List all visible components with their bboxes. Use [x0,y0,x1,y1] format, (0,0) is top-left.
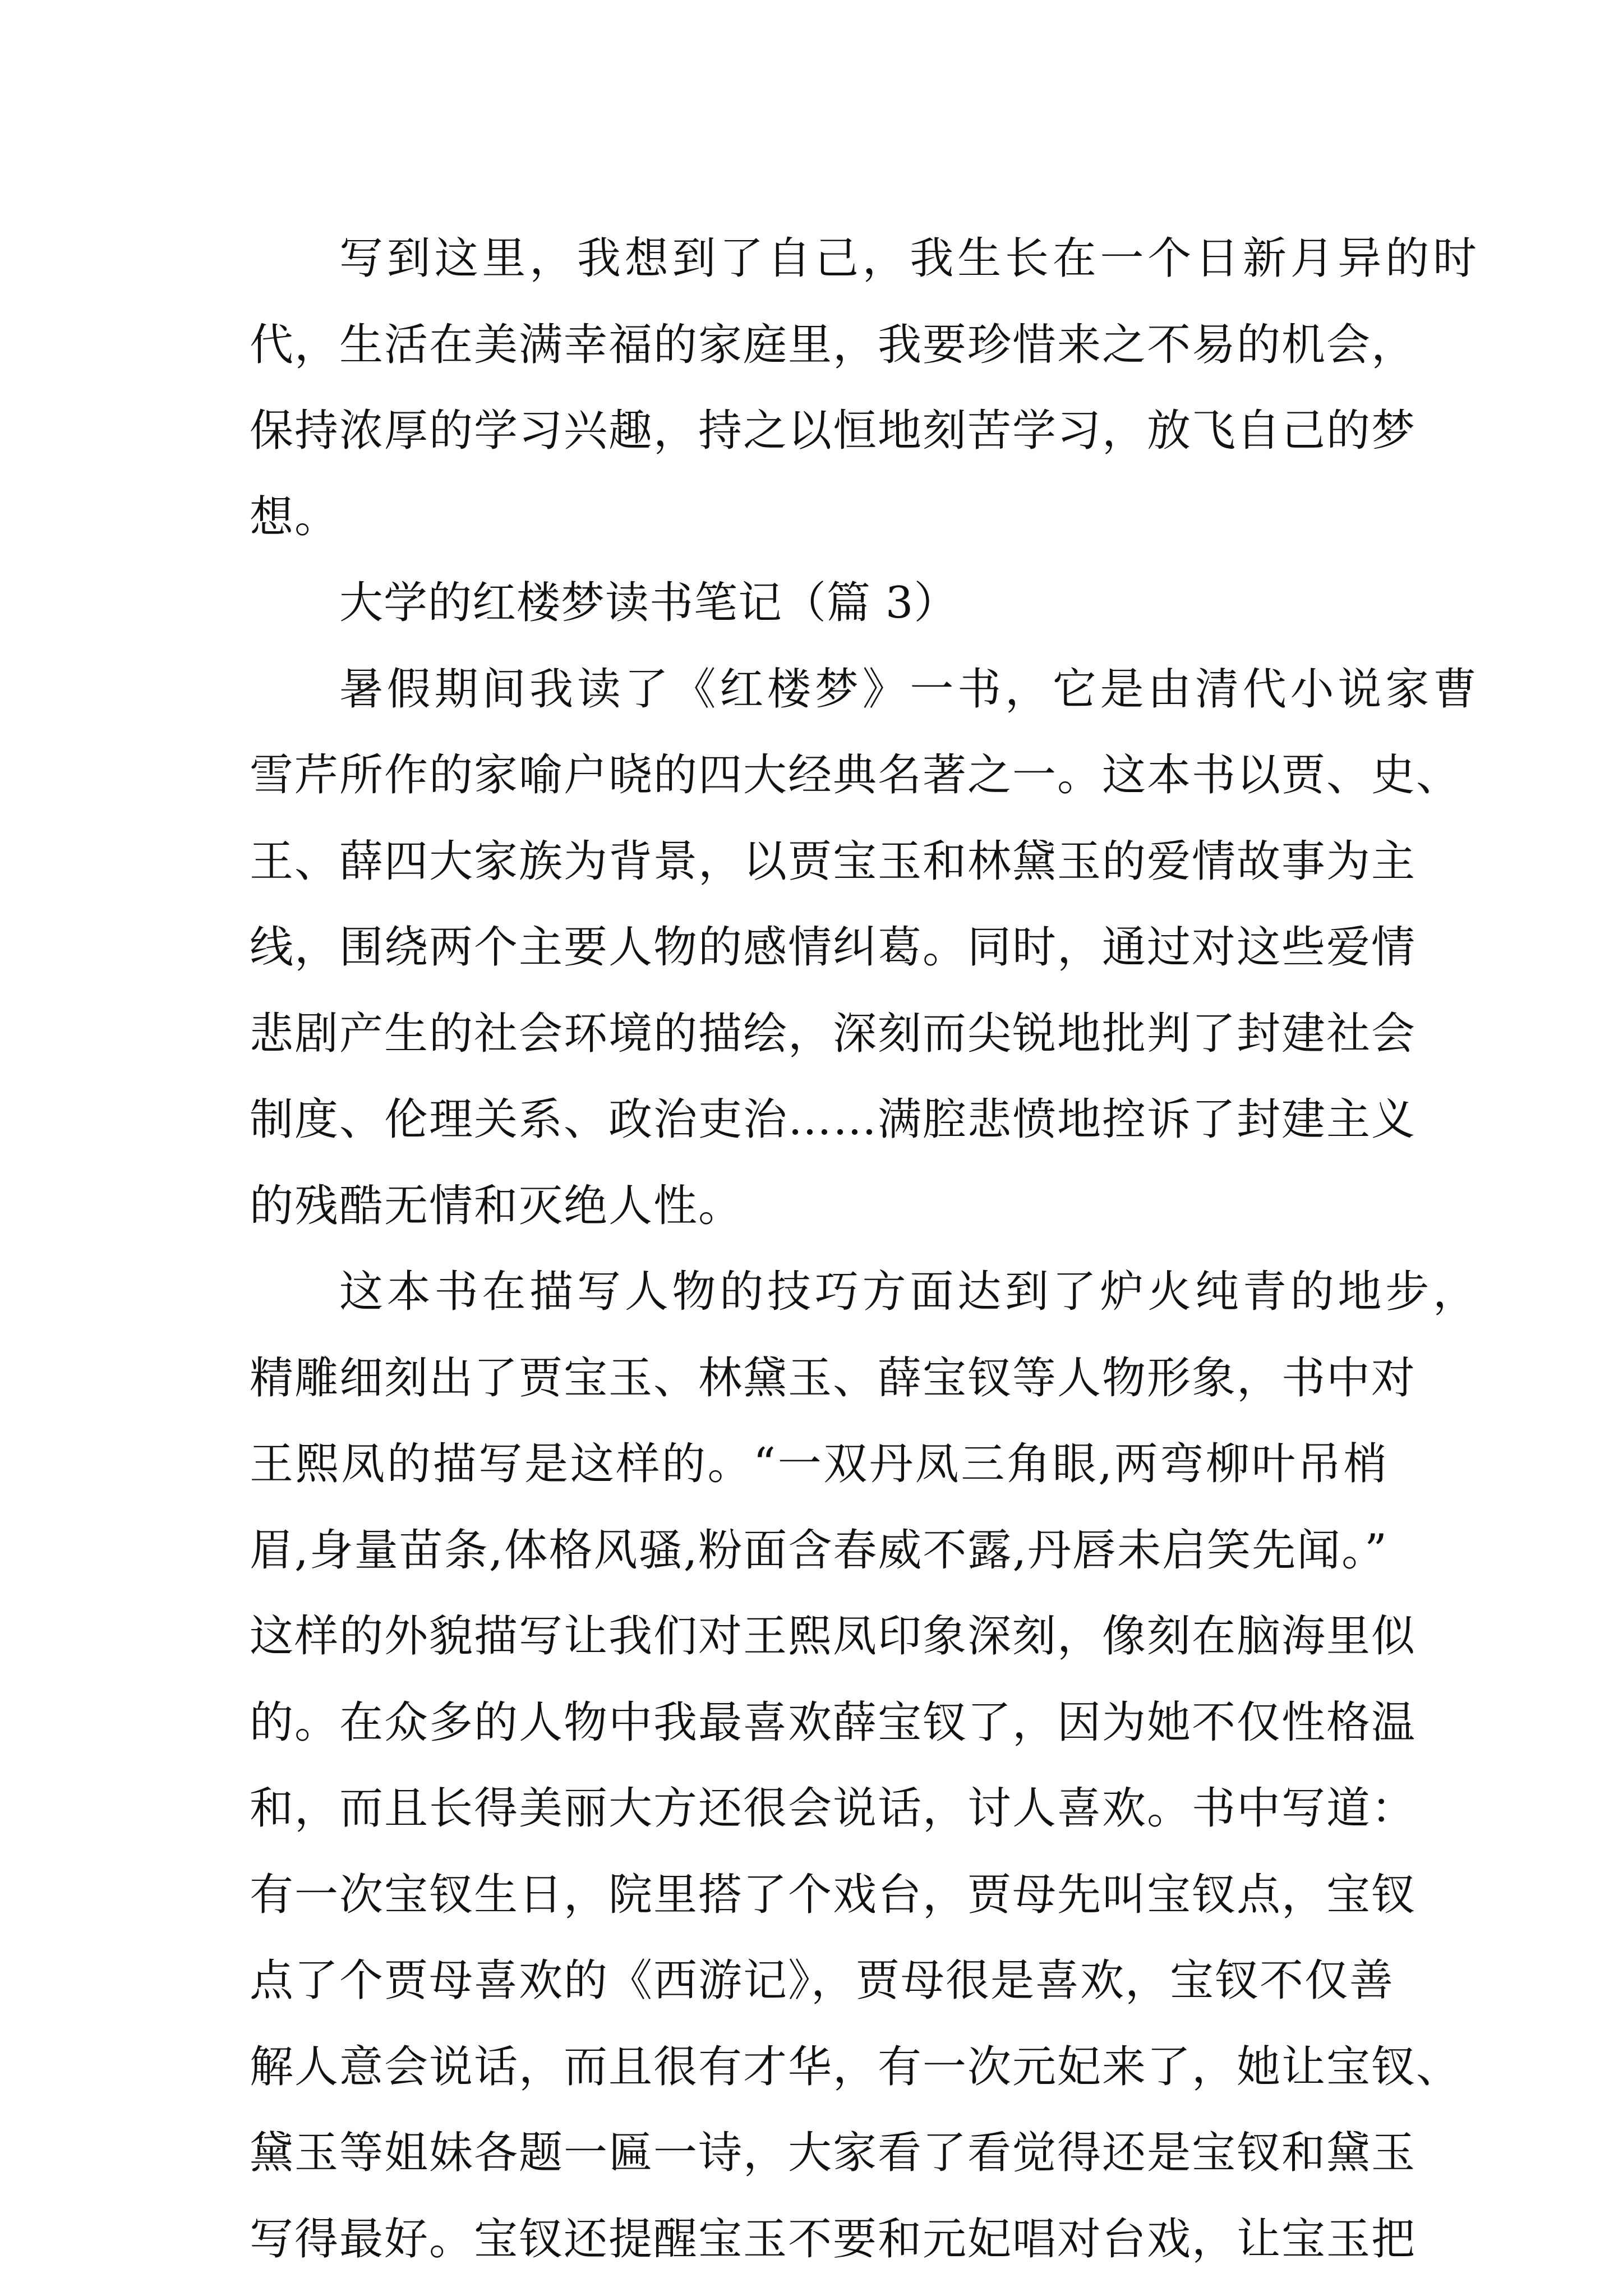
paragraph-introduction [250,647,1478,1250]
text-line: 精雕细刻出了贾宝玉、林黛玉、薛宝钗等人物形象，书中对 [250,1352,1417,1404]
text-line: 王、薛四大家族为背景，以贾宝玉和林黛玉的爱情故事为主 [250,836,1417,887]
text-line: 写到这里，我想到了自己，我生长在一个日新月异的时 [339,233,1478,284]
text-line: 暑假期间我读了《红楼梦》一书，它是由清代小说家曹 [339,664,1478,715]
text-line: 解人意会说话，而且很有才华，有一次元妃来了，她让宝钗、 [250,2041,1461,2092]
text-line: 的。在众多的人物中我最喜欢薛宝钗了，因为她不仅性格温 [250,1697,1417,1748]
text-line: 眉,身量苗条,体格风骚,粉面含春威不露,丹唇未启笑先闻。” [250,1525,1389,1576]
text-line: 黛玉等姐妹各题一匾一诗，大家看了看觉得还是宝钗和黛玉 [250,2128,1417,2178]
paragraph-reflection [250,216,1478,560]
text-line: 代，生活在美满幸福的家庭里，我要珍惜来之不易的机会， [250,319,1417,370]
text-line: 点了个贾母喜欢的《西游记》，贾母很是喜欢，宝钗不仅善 [250,1955,1395,2006]
text-line: 雪芹所作的家喻户晓的四大经典名著之一。这本书以贾、史、 [250,750,1461,800]
text-line: 和，而且长得美丽大方还很会说话，讨人喜欢。书中写道： [250,1783,1417,1834]
paragraph-characters [250,1249,1478,2283]
text-line: 写得最好。宝钗还提醒宝玉不要和元妃唱对台戏，让宝玉把 [250,2214,1417,2265]
text-line: 想。 [250,491,340,542]
document-body [250,216,1478,2283]
text-line: 这样的外貌描写让我们对王熙凤印象深刻，像刻在脑海里似 [250,1611,1417,1662]
text-line: 王熙凤的描写是这样的。“一双丹凤三角眼,两弯柳叶吊梢 [250,1439,1388,1489]
text-line: 保持浓厚的学习兴趣，持之以恒地刻苦学习，放飞自己的梦 [250,406,1417,456]
text-line: 这本书在描写人物的技巧方面达到了炉火纯青的地步， [339,1267,1478,1317]
text-line: 的残酷无情和灭绝人性。 [250,1180,744,1231]
section-heading [250,560,1388,647]
heading-text: 大学的红楼梦读书笔记（篇 3） [339,578,958,628]
text-line: 线，围绕两个主要人物的感情纠葛。同时，通过对这些爱情 [250,922,1417,973]
text-line: 悲剧产生的社会环境的描绘，深刻而尖锐地批判了封建社会 [250,1008,1417,1059]
text-line: 有一次宝钗生日，院里搭了个戏台，贾母先叫宝钗点，宝钗 [250,1869,1417,1920]
text-line: 制度、伦理关系、政治吏治……满腔悲愤地控诉了封建主义 [250,1094,1417,1145]
